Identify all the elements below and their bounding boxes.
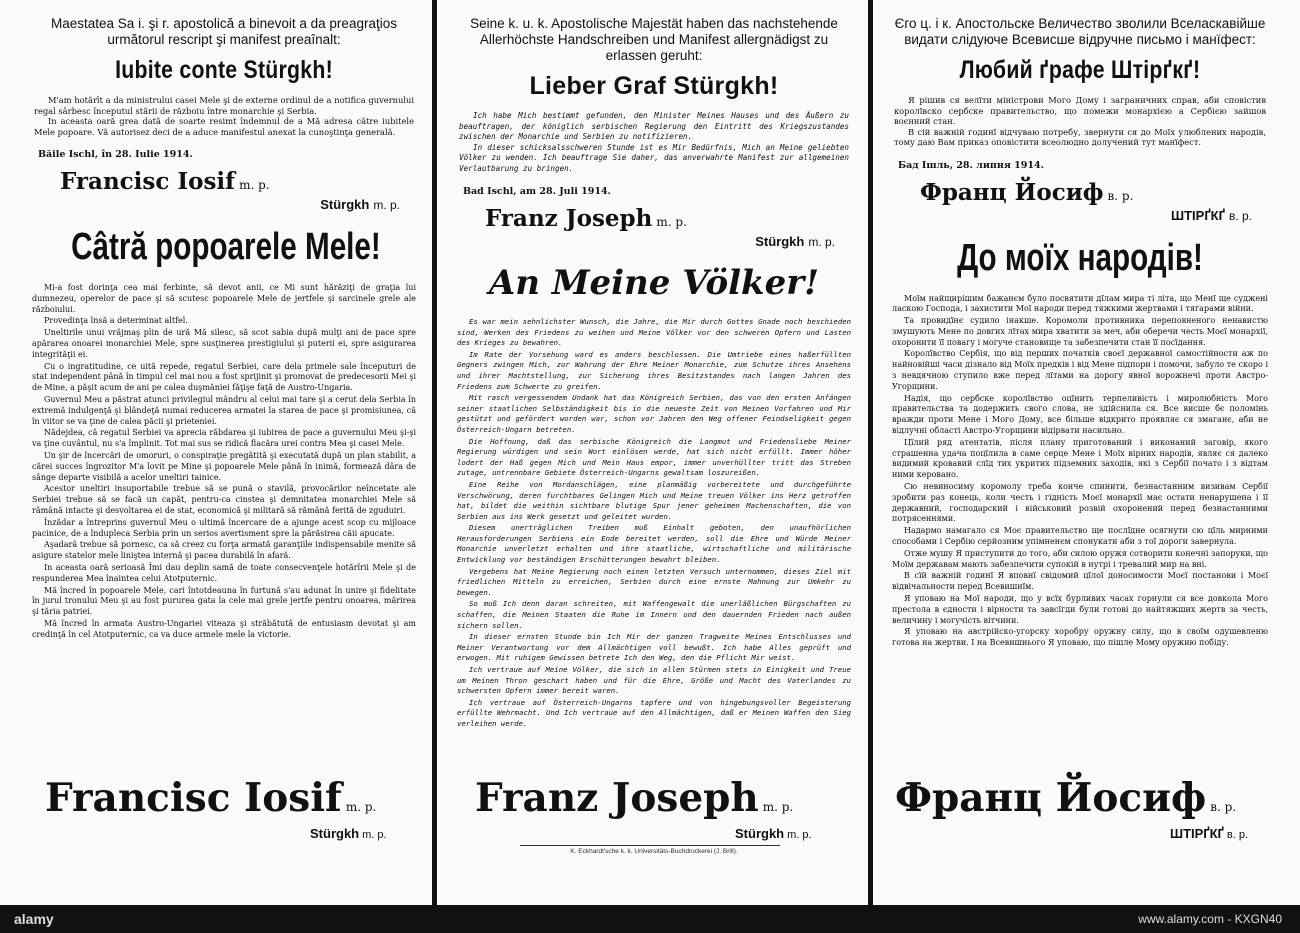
rescript-paragraph: Я рішив ся велїти міністрови Мого Дому і заграничних справ, аби сповістив королївско сербске правительство, що помежи монархією а Сербією зайшов воєнний стан. bbox=[894, 95, 1266, 126]
rescript-paragraph: M'am hotărît a da ministrului casei Mele şi de externe ordinul de a notifica guvernului regal sârbesc începutul stării de războiu între monarchie şi Serbia. bbox=[34, 95, 414, 116]
ukrainian-proclamation-title: До моїх народів! bbox=[957, 236, 1203, 279]
manifesto-paragraph: Die Hoffnung, daß das serbische Königreich die Langmut und Friedensliebe Meiner Regierung würdigen und sein Wort einlösen werde, hat sich nicht erfüllt. Immer höher lodert der Haß gegen Mich und Mein Haus empor, immer unverhüllter tritt das Streben zutage, untrennbare Gebiete Österreich-Ungarns gewaltsam loszureißen. bbox=[457, 436, 851, 478]
german-closing-emperor-signature: Franz Joseph m. p. bbox=[475, 775, 794, 821]
romanian-column bbox=[20, 6, 428, 846]
rescript-paragraph: В сій важній годинї відчуваю потребу, звернути ся до Моїх улюблених народів, тому даю Вам приказ оповістити всеолюдно долучений тут манїфест. bbox=[894, 126, 1266, 147]
ukrainian-closing-emperor-signature: Франц Йосиф в. р. bbox=[895, 775, 1237, 821]
ukrainian-intro: Єго ц. і к. Апостольске Величество зволили Вселаскавійше видати слідуюче Всевисше відручне письмо і манїфест: bbox=[894, 16, 1266, 47]
romanian-closing-emperor-signature: Francisc Iosif m. p. bbox=[45, 775, 377, 821]
manifesto-paragraph: So muß Ich denn daran schreiten, mit Waffengewalt die unerläßlichen Bürgschaften zu schaffen, die Meinen Staaten die Ruhe im Innern und den dauernden Frieden nach außen sichern sollen. bbox=[457, 599, 851, 630]
stock-brand-logo: alamy bbox=[14, 911, 54, 927]
manifesto-paragraph: Diesem unerträglichen Treiben muß Einhalt geboten, den unaufhörlichen Herausforderungen Serbiens ein Ende bereitet werden, soll die Ehre und Würde Meiner Monarchie unverletzt erhalten und ihre staatliche, wirtschaftliche und militärische Entwicklung vor beständigen Erschütterungen bewahrt bleiben. bbox=[457, 523, 851, 565]
printer-imprint: K. Eckhardt'sche k. k. Universitäts-Buchdruckerei (J. Brill). bbox=[570, 848, 738, 855]
manifesto-paragraph: Nădejdea, că regatul Serbiei va aprecia răbdarea şi iubirea de pace a guvernului Meu şi-şi va ţine cuvântul, nu s'a împlinit. Tot mai sus se ridică flacăra urei contra Mea şi casei Mele. bbox=[32, 428, 416, 449]
romanian-rescript bbox=[28, 95, 420, 137]
romanian-dateline: Băile Ischl, în 28. Iulie 1914. bbox=[38, 149, 193, 160]
german-rescript bbox=[453, 111, 855, 174]
german-intro: Seine k. u. k. Apostolische Majestät haben das nachstehende Allerhöchste Handschreiben und Manifest allergnädigst zu erlassen geruht: bbox=[470, 16, 838, 63]
manifesto-paragraph: Uneltirile unui vrăjmaş plin de ură Mă silesc, să scot sabia după mulţi ani de pace spre apărarea onoarei monarchiei Mele, spre susţinerea prestigiului şi puterii ei, spre asigurarea integrităţii ei. bbox=[32, 328, 416, 359]
ukrainian-minister-signature: ШТІРҐКҐ в. р. bbox=[1171, 207, 1252, 223]
manifesto-paragraph: In dieser ernsten Stunde bin Ich Mir der ganzen Tragweite Meines Entschlusses und Meiner Verantwortung vor dem Allmächtigen voll bewußt. Ich habe Alles geprüft und erwogen. Mit ruhigem Gewissen betrete Ich den Weg, den die Pflicht Mir weist. bbox=[457, 632, 851, 663]
manifesto-paragraph: Надія, що сербске королївство оцїнить терпеливість і миролюбність Мого правительства та додержить свого слова, не здійснила ся. Все висше бє поломінь вражди проти Мене і Мого Дому, все більше відкрито проявляє ся змаганє, аби не відлучні області Австро-Угорщини відірвати насильно. bbox=[892, 393, 1268, 436]
manifesto-paragraph: Королївство Сербія, що від перших початків своєї державної самостійности аж по найновійші часи дізнало від Моїх предків і від Мене підпори і помочи, забуло те скоро і з невдячною ступило вже перед лїтами на дорогу явної ворожнечі проти Австро-Угорщини. bbox=[892, 349, 1268, 391]
manifesto-paragraph: Отже мушу Я приступити до того, аби силою оружя сотворити конечні запоруки, що Моїм державам мають забезпечити супокій в нутрі і тревалий мир на вні. bbox=[892, 548, 1268, 569]
ukrainian-column bbox=[880, 6, 1280, 846]
manifesto-paragraph: Сю невиносиму коромолу треба конче спинити, безнастанним визивам Сербії зробити раз конець, коли честь і гідність Моєї монархії має остати ненарушена і її державний, господарский і військовий розвій охоронений перед безнастанними потрясеннями. bbox=[892, 482, 1268, 524]
german-column bbox=[445, 6, 863, 846]
romanian-salutation: Iubite conte Stürgkh! bbox=[115, 56, 333, 84]
manifesto-paragraph: Înzădar a întreprins guvernul Meu o ultimă încercare de a ajunge acest scop cu mijloace pacinice, de a îndupleca Serbia prin un serios avertisment spre la părăsirea căii apucate. bbox=[32, 517, 416, 538]
manifesto-paragraph: Es war mein sehnlichster Wunsch, die Jahre, die Mir durch Gottes Gnade noch beschieden sind, Werken des Friedens zu weihen und Meine Völker vor den schweren Opfern und Lasten des Krieges zu bewahren. bbox=[457, 317, 851, 348]
manifesto-paragraph: Цїлий ряд атентатів, після плану приготований і виконаний заговір, якого страшенна удача поцїлила в саме серце Мене і Моїх вірних народів, являє ся далеко видимий кровавий слїд тих укритих підземних заходів, які з Сербії почато і з відтам ними керовано. bbox=[892, 437, 1268, 480]
german-closing-minister-signature: Stürgkh m. p. bbox=[735, 826, 812, 841]
manifesto-paragraph: Im Rate der Vorsehung ward es anders beschlossen. Die Umtriebe eines haßerfüllten Gegners zwingen Mich, zur Wahrung der Ehre Meiner Monarchie, zum Schutze ihres Ansehens und ihrer Machtstellung, zur Sicherung ihres Besitzstandes nach langen Jahren des Friedens zum Schwerte zu greifen. bbox=[457, 349, 851, 391]
romanian-intro: Maestatea Sa i. şi r. apostolică a binevoit a da preagraţios următorul rescript şi manifest preaînalt: bbox=[51, 16, 397, 47]
manifesto-paragraph: Я уповаю на Мої народи, що у всїх бурливих часах горнули ся все довкола Мого престола в єдности і вірности та завсїгди були готові до найтяжших жертв за честь, величину і могучість вітчини. bbox=[892, 594, 1268, 625]
romanian-closing-minister-signature: Stürgkh m. p. bbox=[310, 826, 387, 841]
ukrainian-salutation: Любий ґрафе Штірґкґ! bbox=[959, 56, 1201, 84]
manifesto-paragraph: Моїм найщирішим бажанєм було посвятити дїлам мира ті літа, що Менї ще суджені ласкою Господа, і захистити Мої народи перед тяжкими жертвами і тягарами війни. bbox=[892, 293, 1268, 314]
ukrainian-rescript bbox=[888, 95, 1272, 148]
ukrainian-emperor-signature: Франц Йосиф в. р. bbox=[920, 178, 1134, 206]
german-salutation: Lieber Graf Stürgkh! bbox=[529, 72, 779, 100]
manifesto-paragraph: Я уповаю на австрійско-угорску хоробру оружну силу, що в своїм одушевленю готова на жертви. І на Всевишнього Я уповаю, що пішле Мому оружию побіду. bbox=[892, 627, 1268, 648]
manifesto-paragraph: Eine Reihe von Mordanschlägen, eine planmäßig vorbereitete und durchgeführte Verschwörung, deren furchtbares Gelingen Mich und Meine treuen Völker ins Herz getroffen hat, bildet die weithin sichtbare blutige Spur jener geheimen Machenschaften, die von Serbien aus ins Werk gesetzt und geleitet wurden. bbox=[457, 479, 851, 521]
manifesto-paragraph: Mit rasch vergessendem Undank hat das Königreich Serbien, das von den ersten Anfängen seiner staatlichen Selbständigkeit bis in die neueste Zeit von Meinen Vorfahren und Mir gestützt und gefördert worden war, schon vor Jahren den Weg offener Feindseligkeit gegen Österreich-Ungarn betreten. bbox=[457, 393, 851, 434]
manifesto-paragraph: Та провидїнє судило інакше. Коромоли противника переповненого ненавистю змушують Мене по довгих лїтах мира хватити за меч, аби оберечи честь Моєї монархії, охоронити її повагу і могуче становище та забезпечити стан її посїдання. bbox=[892, 316, 1268, 347]
manifesto-paragraph: Mă încred în popoarele Mele, cari întotdeauna în furtună s'au adunat în unire şi fidelitate în jurul tronului Meu şi au fost pururea gata la cele mai grele jertfe pentru onoarea, mărirea şi tăria patriei. bbox=[32, 585, 416, 617]
rescript-paragraph: In dieser schicksalsschweren Stunde ist es Mir Bedürfnis, Mich an Meine geliebten Völker zu wenden. Ich beauftrage Sie daher, das anverwahrte Manifest zur allgemeinen Verlautbarung zu bringen. bbox=[459, 142, 849, 173]
german-manifesto-body bbox=[457, 317, 851, 730]
manifesto-paragraph: Provedinţa însă a determinat altfel. bbox=[44, 316, 188, 326]
manifesto-paragraph: Mi-a fost dorinţa cea mai ferbinte, să devot anii, ce Mi sunt hărăziţi de graţia lui dumnezeu, operelor de pace şi să scutesc popoarele Mele de jertfele şi sarcinele grele ale războiului. bbox=[32, 283, 416, 314]
manifesto-paragraph: In aceasta oară serioasă Îmi dau deplin samă de toate consecvenţele hotărîrii Mele şi de respunderea Mea înaintea celui Atotputernic. bbox=[32, 562, 416, 583]
manifesto-paragraph: Mă încred în armata Austro-Ungariei viteaza şi străbătută de entusiasm devotat şi am credinţă în cel Atotputernic, ca va duce armele mele la victorie. bbox=[32, 618, 416, 639]
romanian-emperor-signature: Francisc Iosif m. p. bbox=[60, 168, 270, 195]
stock-footer-bar bbox=[0, 905, 1300, 933]
stock-image-id: www.alamy.com - KXGN40 bbox=[1138, 912, 1282, 926]
manifesto-paragraph: Acestor uneltiri insuportabile trebue să se pună o stavilă, provocărilor neîncetate ale Serbiei trebue să se facă un capăt, pentru-ca cinstea şi demnitatea monarchiei Mele să rămână intacte şi desvoltarea ei de stat, economică şi militară să rămână ferită de zguduiri. bbox=[32, 484, 416, 515]
manifesto-paragraph: Надармо намагало ся Моє правительство ще послїдне осягнути сю цїль мирними способами і Сербію серйозним упімненєм спонукати аби з тої дороги завернула. bbox=[892, 526, 1268, 547]
rescript-paragraph: In aceasta oară grea dată de soarte resimt îndemnul de a Mă adresa către iubitele Mele popoare. Vă autorisez deci de a aduce manifestul anexat la cunoştinţa generală. bbox=[34, 116, 414, 137]
column-divider bbox=[868, 0, 873, 905]
ukrainian-manifesto-body bbox=[892, 294, 1268, 650]
german-emperor-signature: Franz Joseph m. p. bbox=[485, 205, 687, 232]
romanian-proclamation-title: Câtră popoarele Mele! bbox=[71, 226, 381, 268]
ukrainian-dateline: Бад Ішль, 28. липня 1914. bbox=[898, 159, 1044, 171]
manifesto-paragraph: Guvernul Meu a păstrat atunci privilegiul mândru al celui mai tare şi a cerut dela Serbia în extremă indulgenţă şi blândeţă numai reducerea armatei la starea de pace şi promisiunea, că în viitor se va ţine de calea păcii şi prieteniei. bbox=[32, 394, 416, 426]
german-minister-signature: Stürgkh m. p. bbox=[755, 234, 835, 249]
manifesto-paragraph: Cu o ingratitudine, ce uită repede, regatul Serbiei, care dela primele sale începuturi de stat independent până în timpul cel mai nou a fost sprijinit şi promovat de predecesorii Mei şi de Mine, a păşit acum de ani pe calea duşmăniei făţişe faţă de Austro-Ungaria. bbox=[32, 361, 416, 393]
german-dateline: Bad Ischl, am 28. Juli 1914. bbox=[463, 186, 611, 197]
manifesto-paragraph: Vergebens hat Meine Regierung noch einen letzten Versuch unternommen, dieses Ziel mit friedlichen Mitteln zu erreichen, Serbien durch eine ernste Mahnung zur Umkehr zu bewegen. bbox=[457, 566, 851, 597]
manifesto-paragraph: В сїй важній годинї Я вповнї свідомий цїлої доносимости Моєї постанови і Моєї відвічальности перед Всевишнїм. bbox=[892, 571, 1268, 592]
printer-rule bbox=[520, 845, 780, 846]
rescript-paragraph: Ich habe Mich bestimmt gefunden, den Minister Meines Hauses und des Äußern zu beauftragen, der königlich serbischen Regierung den Eintritt des Kriegszustandes zwischen der Monarchie und Serbien zu notifizieren. bbox=[459, 111, 849, 141]
ukrainian-closing-minister-signature: ШТІРҐКҐ в. р. bbox=[1170, 826, 1249, 841]
romanian-manifesto-body bbox=[32, 283, 416, 641]
manifesto-paragraph: Un şir de încercări de omoruri, o conspiraţie pregătită şi executată după un plan stabilit, a cărei succes îngrozitor M'a lovit pe Mine şi popoarele Mele până în inimă, formează dâra de sânge departe visibilă a acelor uneltiri tainice. bbox=[32, 450, 416, 482]
column-divider bbox=[432, 0, 437, 905]
german-proclamation-title: An Meine Völker! bbox=[488, 263, 820, 303]
romanian-minister-signature: Stürgkh m. p. bbox=[320, 197, 400, 212]
manifesto-paragraph: Aşadară trebue să pornesc, ca să creez cu forţa armată garanţiile indispensabile menite să asigure statelor mele liniştea internă şi pacea durabilă în afară. bbox=[32, 540, 416, 561]
manifesto-paragraph: Ich vertraue auf Meine Völker, die sich in allen Stürmen stets in Einigkeit und Treue um Meinen Thron geschart haben und für die Ehre, Größe und Macht des Vaterlandes zu schwersten Opfern immer bereit waren. bbox=[457, 665, 851, 696]
manifesto-paragraph: Ich vertraue auf Österreich-Ungarns tapfere und von hingebungsvoller Begeisterung erfüllte Wehrmacht. Und Ich vertraue auf den Allmächtigen, daß er Meinen Waffen den Sieg verleihen werde. bbox=[457, 697, 851, 728]
